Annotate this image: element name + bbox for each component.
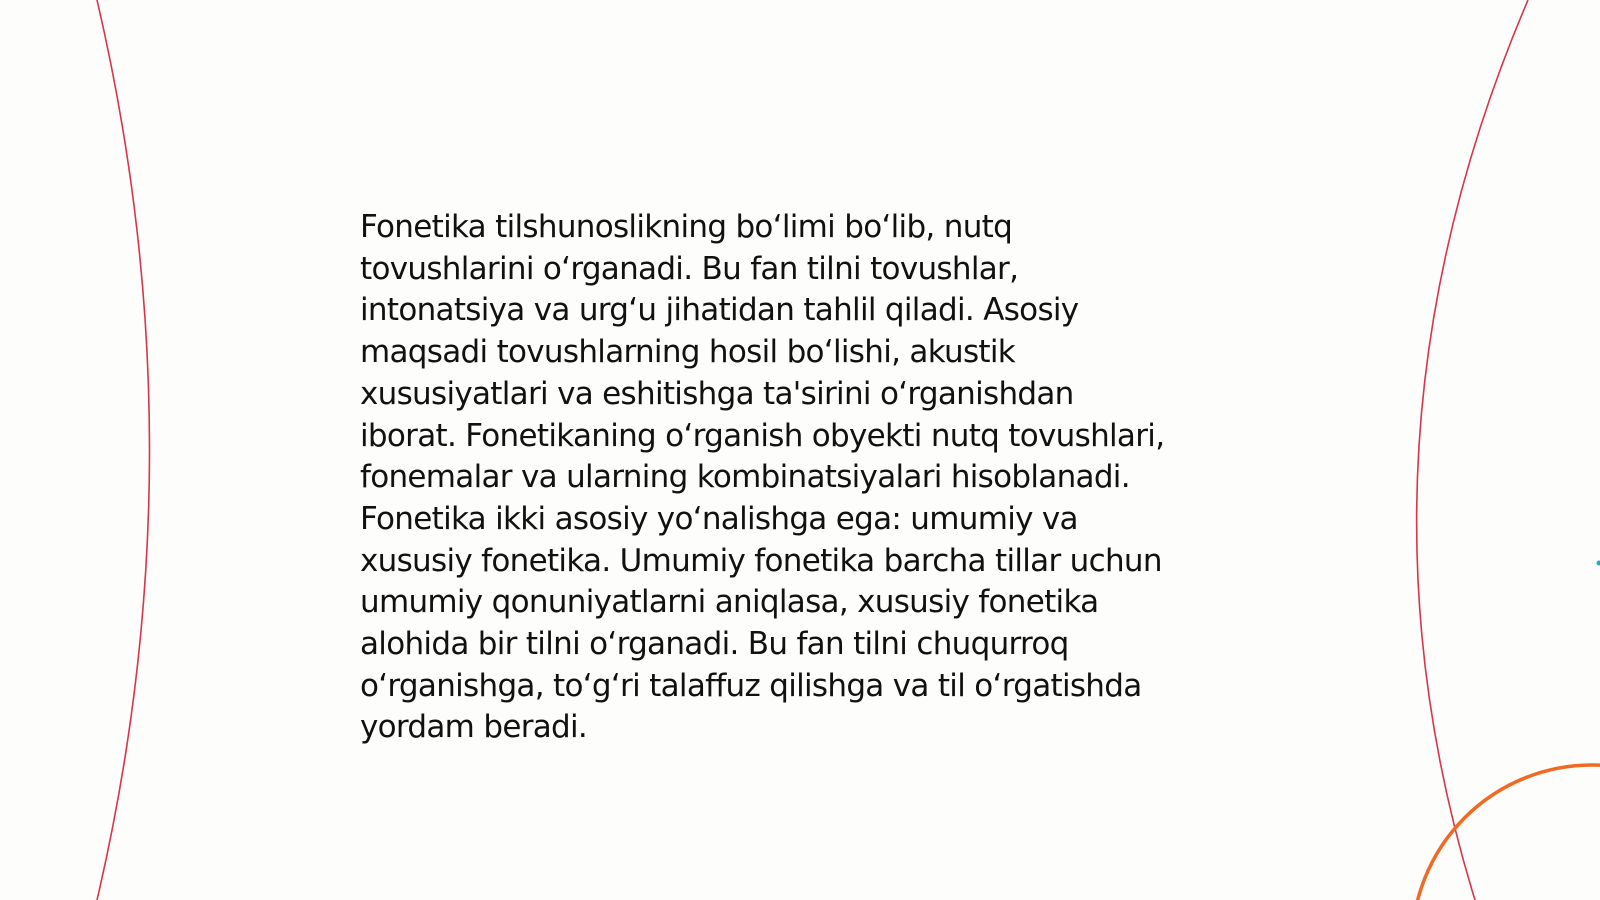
blue-dot-decoration [1597,561,1600,566]
paragraph-line: umumiy qonuniyatlarni aniqlasa, xususiy fonetika [360,584,1099,621]
paragraph-line: maqsadi tovushlarning hosil bo‘lishi, akustik [360,334,1016,371]
paragraph-line: Fonetika ikki asosiy yo‘nalishga ega: umumiy va [360,500,1078,537]
paragraph-line: intonatsiya va urg‘u jihatidan tahlil qiladi. Asosiy [360,292,1079,329]
paragraph-line: alohida bir tilni o‘rganadi. Bu fan tilni chuqurroq [360,626,1069,663]
paragraph-line: iborat. Fonetikaning o‘rganish obyekti nutq tovushlari, [360,417,1165,454]
paragraph-line: xususiy fonetika. Umumiy fonetika barcha tillar uchun [360,542,1162,579]
left-arc-decoration [97,0,150,900]
paragraph-line: fonemalar va ularning kombinatsiyalari hisoblanadi. [360,459,1130,496]
right-arc-decoration [1417,0,1528,900]
body-paragraph [360,207,1260,749]
paragraph-line: Fonetika tilshunoslikning bo‘limi bo‘lib, nutq [360,209,1013,245]
paragraph-line: yordam beradi. [360,709,588,746]
orange-circle-decoration [1412,765,1600,900]
paragraph-line: xususiyatlari va eshitishga ta'sirini o‘rganishdan [360,375,1074,412]
paragraph-line: o‘rganishga, to‘g‘ri talaffuz qilishga va til o‘rgatishda [360,667,1142,704]
paragraph-line: tovushlarini o‘rganadi. Bu fan tilni tovushlar, [360,250,1019,287]
